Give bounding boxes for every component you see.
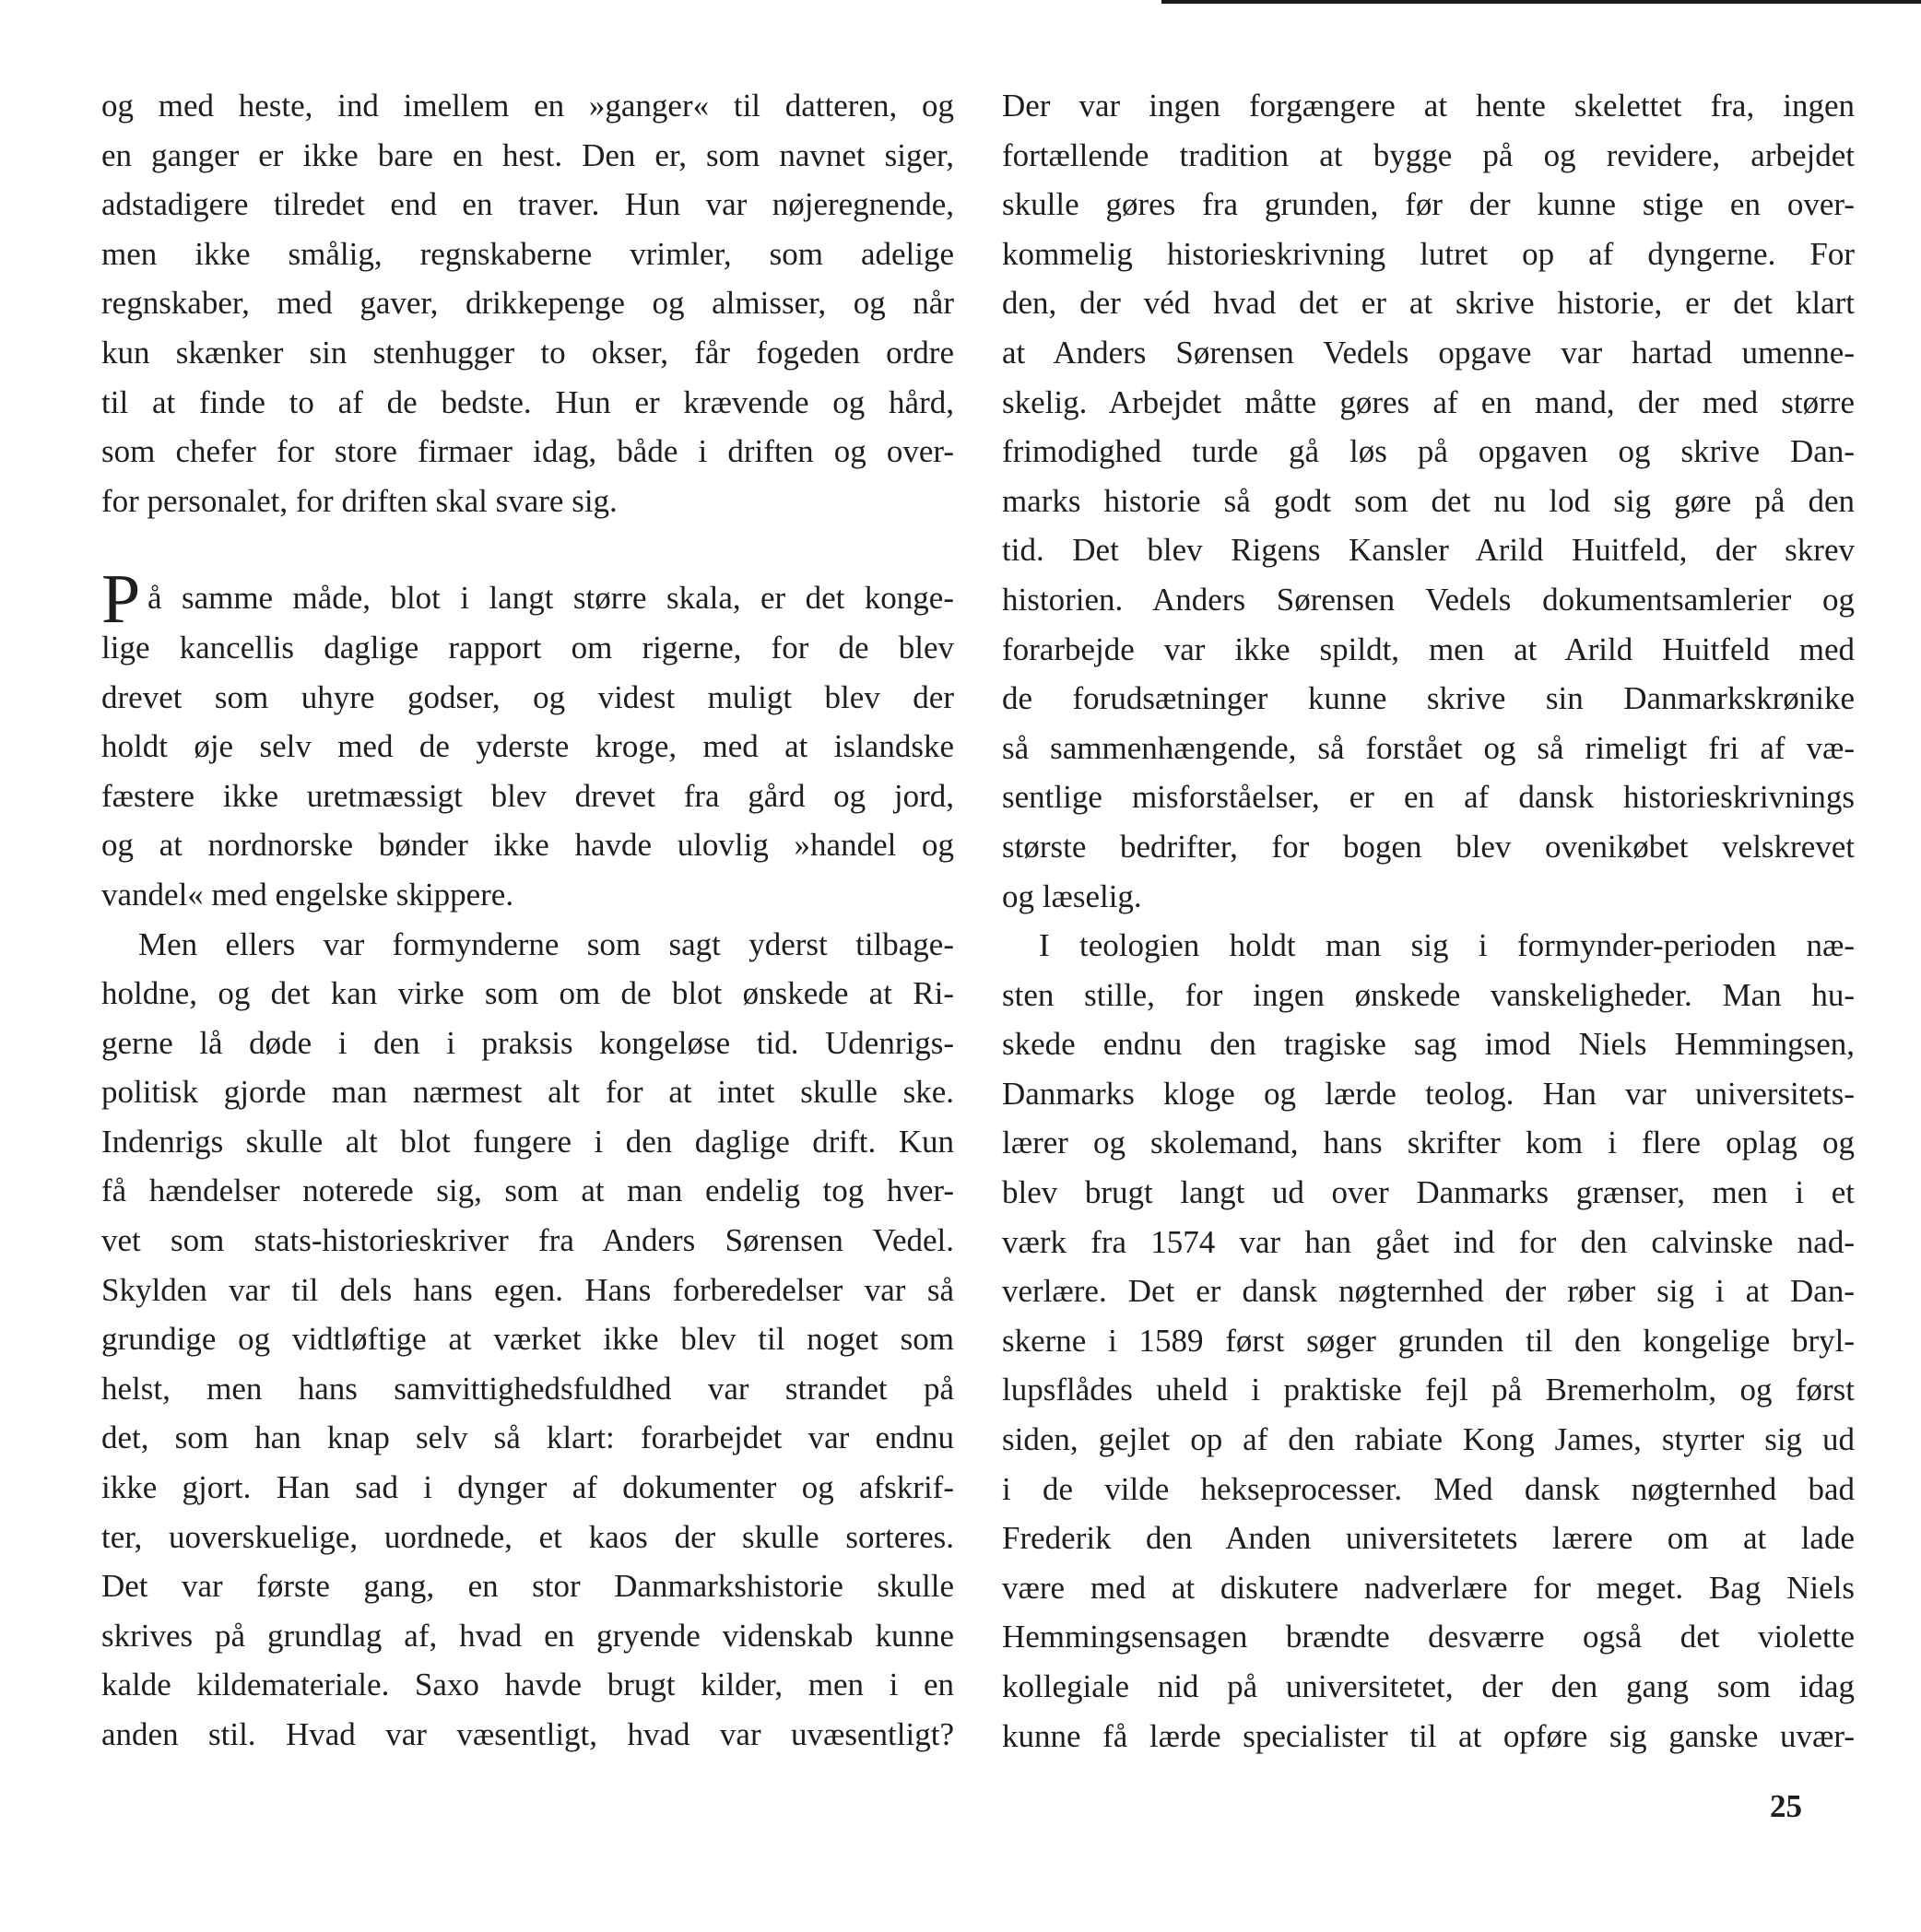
text-line: siden, gejlet op af den rabiate Kong James, styrter sig ud xyxy=(1002,1421,1855,1458)
text-line: lige kancellis daglige rapport om rigerne, for de blev xyxy=(101,629,954,666)
text-line: sten stille, for ingen ønskede vanskeligheder. Man hu- xyxy=(1002,976,1855,1013)
text-line: sentlige misforståelser, er en af dansk historieskrivnings xyxy=(1002,779,1855,816)
text-line: blev brugt langt ud over Danmarks grænser, men i et xyxy=(1002,1174,1855,1211)
text-line: vandel« med engelske skippere. xyxy=(101,876,514,913)
text-line: holdt øje selv med de yderste kroge, med at islandske xyxy=(101,728,954,765)
text-line: at Anders Sørensen Vedels opgave var hartad umenne- xyxy=(1002,334,1855,371)
text-line: største bedrifter, for bogen blev ovenikøbet velskrevet xyxy=(1002,828,1855,865)
paragraph-kancelli xyxy=(101,560,954,919)
text-line: lupsflådes uheld i praktiske fejl på Bremerholm, og først xyxy=(1002,1372,1855,1408)
text-line: Skylden var til dels hans egen. Hans forberedelser var så xyxy=(101,1271,954,1308)
text-line: politisk gjorde man nærmest alt for at intet skulle ske. xyxy=(101,1074,954,1111)
text-line: kun skænker sin stenhugger to okser, får fogeden ordre xyxy=(101,334,954,371)
section-gap xyxy=(101,525,954,573)
text-line: til at finde to af de bedste. Hun er krævende og hård, xyxy=(101,383,954,420)
text-line: fæstere ikke uretmæssigt blev drevet fra gård og jord, xyxy=(101,777,954,814)
text-line: drevet som uhyre godser, og videst muligt blev der xyxy=(101,678,954,715)
text-line: skerne i 1589 først søger grunden til den kongelige bryl- xyxy=(1002,1322,1855,1359)
text-line: Det var første gang, en stor Danmarkshistorie skulle xyxy=(101,1568,954,1605)
text-line: være med at diskutere nadverlære for meget. Bag Niels xyxy=(1002,1569,1855,1606)
text-line: ikke gjort. Han sad i dynger af dokumenter og afskrif- xyxy=(101,1469,954,1506)
text-line: som chefer for store firmaer idag, både i driften og over- xyxy=(101,433,954,470)
text-line: tid. Det blev Rigens Kansler Arild Huitfeld, der skrev xyxy=(1002,532,1855,569)
text-line: vet som stats-historieskriver fra Anders Sørensen Vedel. xyxy=(101,1222,954,1259)
text-line: frimodighed turde gå løs på opgaven og skrive Dan- xyxy=(1002,433,1855,470)
text-line: lærer og skolemand, hans skrifter kom i flere oplag og xyxy=(1002,1125,1855,1161)
paragraph-formynderne xyxy=(101,920,954,1760)
text-line: grundige og vidtløftige at værket ikke blev til noget som xyxy=(101,1321,954,1358)
text-line: regnskaber, med gaver, drikkepenge og almisser, og når xyxy=(101,285,954,322)
text-line: skelig. Arbejdet måtte gøres af en mand, der med større xyxy=(1002,383,1855,420)
text-line: Frederik den Anden universitetets lærere om at lade xyxy=(1002,1520,1855,1557)
text-line: fortællende tradition at bygge på og revidere, arbejdet xyxy=(1002,136,1855,173)
text-line: historien. Anders Sørensen Vedels dokumentsamlerier og xyxy=(1002,581,1855,618)
text-line: Der var ingen forgængere at hente skelettet fra, ingen xyxy=(1002,88,1855,124)
text-line: ter, uoverskuelige, uordnede, et kaos der skulle sorteres. xyxy=(101,1518,954,1555)
text-line: I teologien holdt man sig i formynder-perioden næ- xyxy=(1039,927,1855,964)
text-line: værk fra 1574 var han gået ind for den calvinske nad- xyxy=(1002,1223,1855,1260)
text-line: kommelig historieskrivning lutret op af dyngerne. For xyxy=(1002,235,1855,272)
text-line: men ikke smålig, regnskaberne vrimler, som adelige xyxy=(101,235,954,272)
text-line: i de vilde hekseprocesser. Med dansk nøgternhed bad xyxy=(1002,1470,1855,1507)
text-line: den, der véd hvad det er at skrive historie, er det klart xyxy=(1002,285,1855,322)
text-line: og at nordnorske bønder ikke havde ulovlig »handel og xyxy=(101,827,954,864)
text-line: en ganger er ikke bare en hest. Den er, som navnet siger, xyxy=(101,136,954,173)
text-line: anden stil. Hvad var væsentligt, hvad var uvæsentligt? xyxy=(101,1716,954,1752)
text-line-content: å samme måde, blot i langt større skala, er det konge- xyxy=(147,580,954,617)
text-line: de forudsætninger kunne skrive sin Danmarkskrønike xyxy=(1002,680,1855,717)
top-edge-rule xyxy=(1161,0,1921,4)
text-line: helst, men hans samvittighedsfuldhed var strandet på xyxy=(101,1370,954,1407)
right-text-column xyxy=(1002,81,1855,1761)
text-line: gerne lå døde i den i praksis kongeløse tid. Udenrigs- xyxy=(101,1024,954,1061)
text-line: skulle gøres fra grunden, før der kunne stige en over- xyxy=(1002,186,1855,223)
text-line: adstadigere tilredet end en traver. Hun var nøjeregnende, xyxy=(101,186,954,223)
text-line xyxy=(101,560,954,639)
text-line: og med heste, ind imellem en »ganger« til datteren, og xyxy=(101,88,954,124)
text-line: skrives på grundlag af, hvad en gryende videnskab kunne xyxy=(101,1617,954,1654)
text-line: holdne, og det kan virke som om de blot ønskede at Ri- xyxy=(101,975,954,1012)
drop-cap: P xyxy=(101,560,141,639)
text-line: for personalet, for driften skal svare sig. xyxy=(101,482,618,519)
text-line: forarbejde var ikke spildt, men at Arild Huitfeld med xyxy=(1002,630,1855,667)
text-line: Men ellers var formynderne som sagt yderst tilbage- xyxy=(138,925,954,962)
paragraph-ganger xyxy=(101,81,954,525)
text-line: Danmarks kloge og lærde teolog. Han var universitets- xyxy=(1002,1075,1855,1112)
paragraph-teologien xyxy=(1002,921,1855,1761)
text-line: marks historie så godt som det nu lod sig gøre på den xyxy=(1002,482,1855,519)
paragraph-vedel xyxy=(1002,81,1855,921)
left-text-column xyxy=(101,81,954,1760)
text-line: få hændelser noterede sig, som at man endelig tog hver- xyxy=(101,1172,954,1209)
text-line: så sammenhængende, så forstået og så rimeligt fri af væ- xyxy=(1002,729,1855,766)
text-line: kalde kildemateriale. Saxo havde brugt kilder, men i en xyxy=(101,1667,954,1703)
text-line: kollegiale nid på universitetet, der den gang som idag xyxy=(1002,1668,1855,1704)
text-line: Indenrigs skulle alt blot fungere i den daglige drift. Kun xyxy=(101,1123,954,1160)
text-line: verlære. Det er dansk nøgternhed der røber sig i at Dan- xyxy=(1002,1273,1855,1310)
page-number: 25 xyxy=(1770,1788,1802,1824)
text-line: skede endnu den tragiske sag imod Niels Hemmingsen, xyxy=(1002,1026,1855,1063)
text-line: kunne få lærde specialister til at opføre sig ganske uvær- xyxy=(1002,1717,1855,1754)
text-line: det, som han knap selv så klart: forarbejdet var endnu xyxy=(101,1420,954,1456)
text-line: Hemmingsensagen brændte desværre også det violette xyxy=(1002,1619,1855,1655)
text-line: og læselig. xyxy=(1002,878,1142,914)
